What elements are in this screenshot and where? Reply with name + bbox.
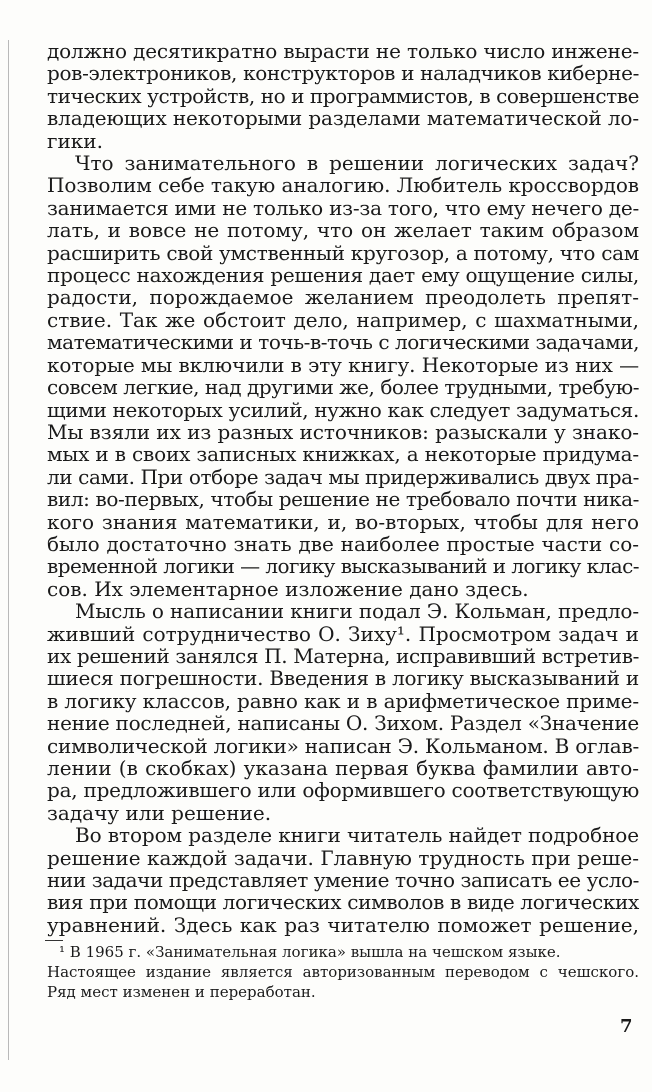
text-line: владеющих некоторыми разделами математической ло-: [47, 106, 639, 131]
text-line: ствие. Так же обстоит дело, например, с шахматными,: [47, 307, 639, 332]
text-line: было достаточно знать две наиболее простые части со-: [47, 531, 639, 556]
text-line: щими некоторых усилий, нужно как следует задуматься.: [47, 397, 640, 422]
text-line: мых и в своих записных книжках, а некоторые придума-: [47, 442, 639, 467]
page-number: 7: [620, 1016, 633, 1037]
footnote-separator: [45, 940, 63, 941]
paragraph: [47, 40, 639, 152]
text-line: Позволим себе такую аналогию. Любитель кроссвордов: [47, 173, 639, 198]
footnote-line: ¹ В 1965 г. «Занимательная логика» вышла на чешском языке.: [59, 943, 561, 961]
text-line: занимается ими не только из-за того, что ему нечего де-: [47, 195, 639, 220]
main-text: [47, 40, 639, 936]
text-line: процесс нахождения решения дает ему ощущение силы,: [47, 263, 639, 288]
paragraph: [47, 152, 639, 600]
text-line: гики.: [47, 128, 103, 153]
text-line: должно десятикратно вырасти не только число инжене-: [47, 39, 639, 63]
text-line: кого знания математики, и, во-вторых, чтобы для него: [47, 509, 639, 534]
text-line: Мысль о написании книги подал Э. Кольман, предло-: [75, 599, 639, 624]
text-line: Что занимательного в решении логических задач?: [75, 151, 639, 176]
text-line: математическими и точь-в-точь с логическими задачами,: [47, 330, 639, 355]
text-line: совсем легкие, над другими же, более трудными, требую-: [47, 375, 639, 400]
text-line: символической логики» написан Э. Кольманом. В оглав-: [47, 733, 639, 758]
text-line: нение последней, написаны О. Зихом. Раздел «Значение: [47, 711, 639, 736]
text-line: уравнений. Здесь как раз читателю поможет решение,: [47, 912, 639, 937]
paragraph: [47, 600, 639, 824]
text-line: сов. Их элементарное изложение дано здесь.: [47, 576, 529, 601]
text-line: Мы взяли их из разных источников: разыскали у знако-: [47, 419, 639, 444]
footnote-line: Ряд мест изменен и переработан.: [47, 983, 316, 1001]
text-line: тических устройств, но и программистов, в совершенстве: [47, 83, 639, 108]
text-line: нии задачи представляет умение точно записать ее усло-: [47, 868, 640, 893]
text-line: вия при помощи логических символов в виде логических: [47, 890, 639, 915]
footnote: [47, 942, 639, 1002]
text-line: решение каждой задачи. Главную трудность при реше-: [47, 845, 639, 870]
text-line: Во втором разделе книги читатель найдет подробное: [75, 823, 639, 848]
text-line: задачу или решение.: [47, 800, 272, 825]
text-line: временной логики — логику высказываний и логику клас-: [47, 554, 639, 579]
text-line: которые мы включили в эту книгу. Некоторые из них —: [47, 352, 639, 377]
text-line: радости, порождаемое желанием преодолеть препят-: [47, 285, 639, 310]
text-line: шиеся погрешности. Введения в логику высказываний и: [47, 666, 639, 691]
paragraph: [47, 824, 639, 936]
text-line: лать, и вовсе не потому, что он желает таким образом: [47, 218, 639, 243]
footnote-line: Настоящее издание является авторизованным переводом с чешского.: [47, 963, 639, 981]
text-line: лении (в скобках) указана первая буква фамилии авто-: [47, 756, 639, 780]
text-line: ли сами. При отборе задач мы придерживались двух пра-: [47, 464, 639, 489]
page-edge-line: [8, 40, 9, 1060]
text-line: расширить свой умственный кругозор, а потому, что сам: [47, 240, 640, 265]
text-line: ра, предложившего или оформившего соответствующую: [47, 778, 639, 803]
text-line: их решений занялся П. Матерна, исправивший встретив-: [47, 643, 639, 668]
text-line: живший сотрудничество О. Зиху¹. Просмотром задач и: [47, 621, 639, 646]
text-line: в логику классов, равно как и в арифметическое приме-: [47, 688, 640, 713]
text-line: вил: во-первых, чтобы решение не требовало почти ника-: [47, 487, 639, 512]
text-line: ров-электроников, конструкторов и наладчиков киберне-: [47, 61, 639, 86]
